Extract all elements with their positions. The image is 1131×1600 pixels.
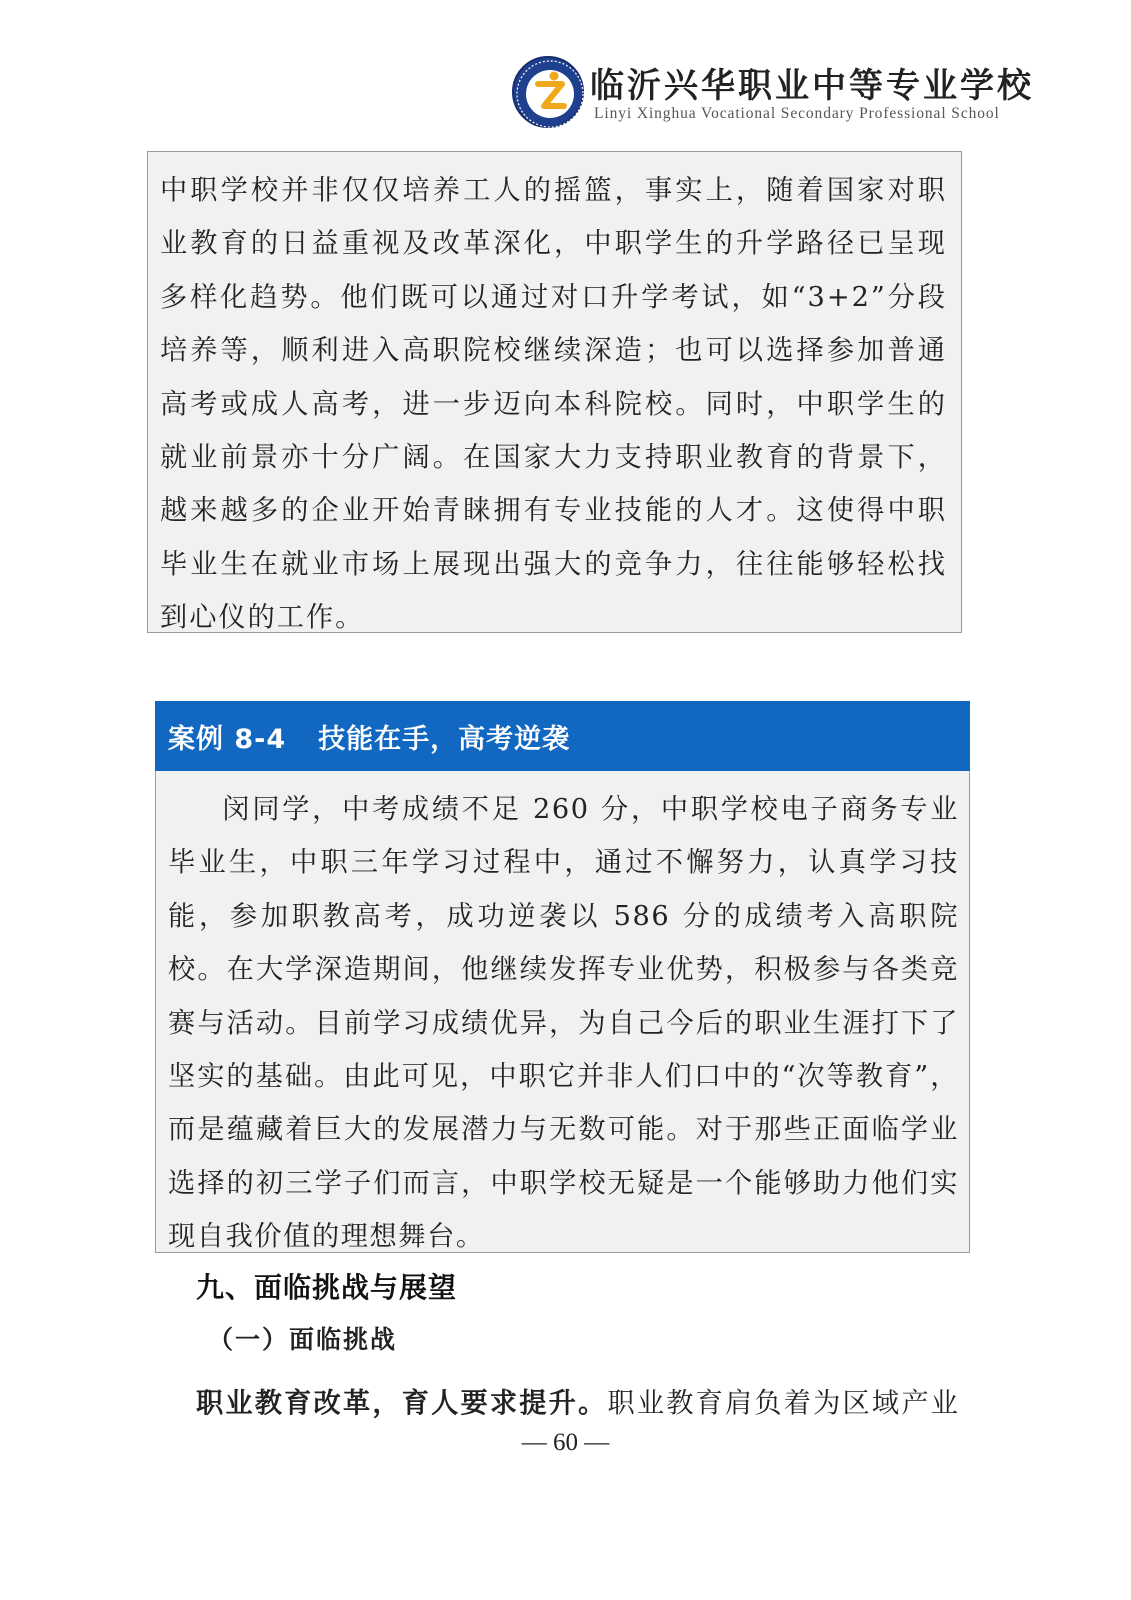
case-body — [155, 771, 970, 1253]
case-header — [155, 701, 970, 771]
school-header — [512, 52, 1072, 132]
paragraph-lead: 职业教育改革，育人要求提升。 — [196, 1388, 608, 1419]
page-number: — 60 — — [521, 1429, 610, 1456]
info-box — [147, 151, 962, 633]
school-emblem-icon — [512, 56, 584, 128]
sub-heading: （一）面临挑战 — [208, 1325, 398, 1354]
paragraph-text: 职业教育肩负着为区域产业 — [607, 1388, 961, 1419]
section-heading: 九、面临挑战与展望 — [196, 1271, 458, 1304]
school-name-chinese: 临沂兴华职业中等专业学校 — [590, 66, 1034, 106]
info-box-text: 中职学校并非仅仅培养工人的摇篮，事实上，随着国家对职业教育的日益重视及改革深化，中职学生的升学路径已呈现多样化趋势。他们既可以通过对口升学考试，如“3+2”分段培养等，顺利进入高职院校继续深造；也可以选择参加普通高考或成人高考，进一步迈向本科院校。同时，中职学生的就业前景亦十分广阔。在国家大力支持职业教育的背景下，越来越多的企业开始青睐拥有专业技能的人才。这使得中职毕业生在就业市场上展现出强大的竞争力，往往能够轻松找到心仪的工作。 — [160, 175, 947, 634]
case-body-text: 闵同学，中考成绩不足 260 分，中职学校电子商务专业毕业生，中职三年学习过程中，通过不懈努力，认真学习技能，参加职教高考，成功逆袭以 586 分的成绩考入高职院校。在大学深造期间，他继续发挥专业优势，积极参与各类竞赛与活动。目前学习成绩优异，为自己今后的职业生涯打下了坚实的基础。由此可见，中职它并非人们口中的“次等教育”，而是蕴藏着巨大的发展潜力与无数可能。对于那些正面临学业选择的初三学子们而言，中职学校无疑是一个能够助力他们实现自我价值的理想舞台。 — [168, 794, 959, 1253]
case-title: 技能在手，高考逆袭 — [318, 723, 571, 755]
section-paragraph — [196, 1381, 996, 1420]
case-label: 案例 8-4 — [168, 723, 287, 755]
school-name-english: Linyi Xinghua Vocational Secondary Professional School — [594, 105, 1000, 122]
